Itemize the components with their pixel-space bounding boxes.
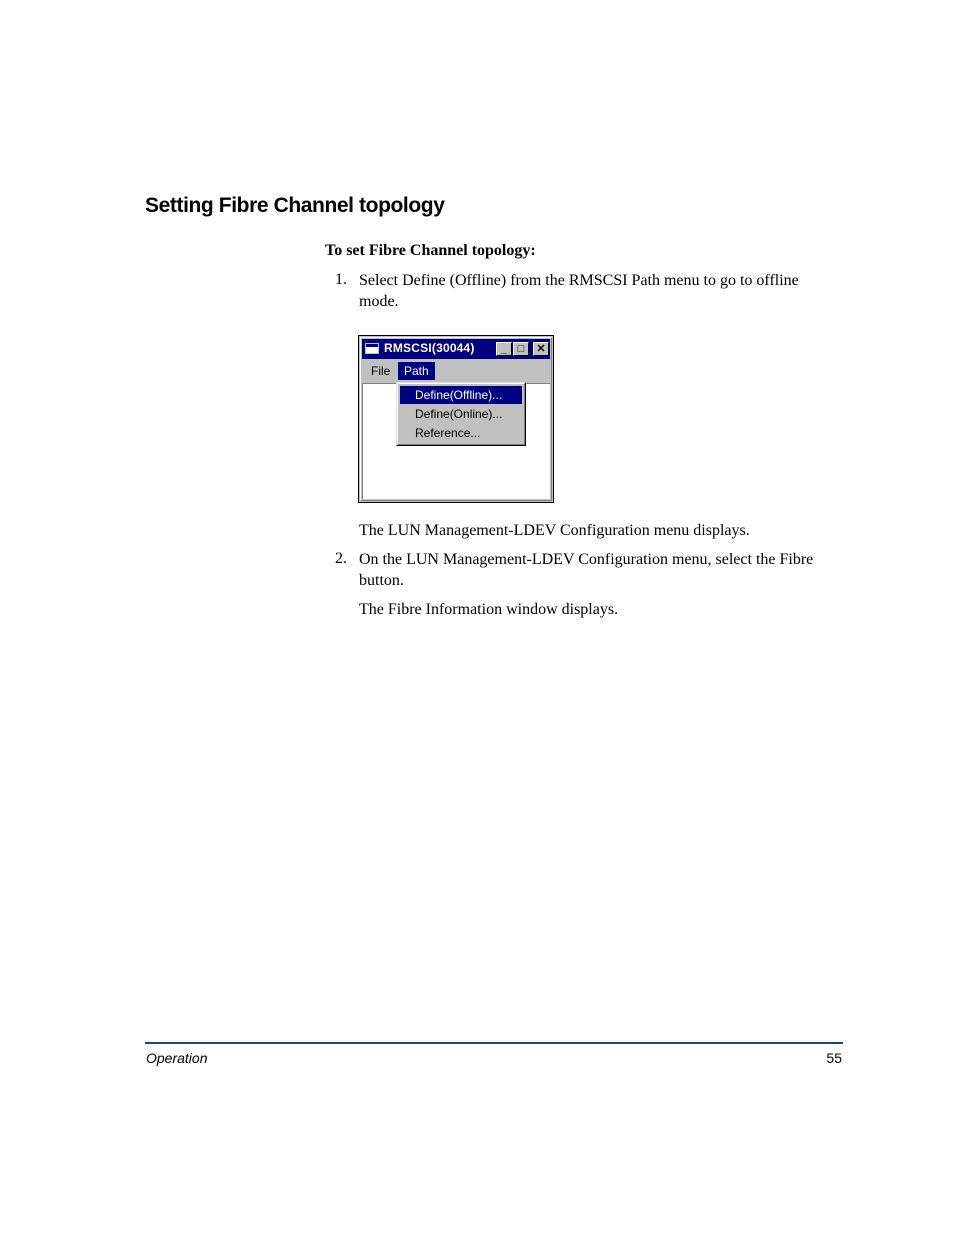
menu-item-define-online[interactable]: Define(Online)...	[415, 407, 503, 421]
close-icon[interactable]: ✕	[533, 342, 549, 356]
step-2-number: 2.	[335, 550, 347, 567]
step-2-text-line1: On the LUN Management-LDEV Configuration menu, select the Fibre	[359, 551, 814, 568]
section-heading: Setting Fibre Channel topology	[145, 194, 445, 217]
step-1-text-line2: mode.	[359, 293, 399, 310]
maximize-icon[interactable]: □	[513, 342, 529, 356]
footer-rule	[145, 1042, 843, 1044]
path-dropdown-menu	[396, 382, 526, 446]
step-2-result: The Fibre Information window displays.	[359, 601, 619, 618]
procedure-title: To set Fibre Channel topology:	[325, 242, 536, 259]
menu-file[interactable]: File	[371, 364, 391, 378]
window-system-icon	[365, 343, 379, 354]
menu-item-define-offline[interactable]: Define(Offline)...	[400, 386, 522, 404]
window-title: RMSCSI(30044)	[384, 341, 475, 355]
menu-path[interactable]: Path	[398, 362, 435, 380]
step-2-text-line2: button.	[359, 572, 404, 589]
footer-section: Operation	[146, 1050, 208, 1066]
step-1-result: The LUN Management-LDEV Configuration menu displays.	[359, 522, 750, 539]
minimize-icon[interactable]: _	[496, 342, 512, 356]
step-1-text-line1: Select Define (Offline) from the RMSCSI Path menu to go to offline	[359, 272, 799, 289]
window-titlebar	[362, 339, 550, 359]
step-1-number: 1.	[335, 271, 347, 288]
menu-item-reference[interactable]: Reference...	[415, 426, 481, 440]
menu-bar	[362, 360, 550, 382]
page-number: 55	[826, 1050, 842, 1066]
